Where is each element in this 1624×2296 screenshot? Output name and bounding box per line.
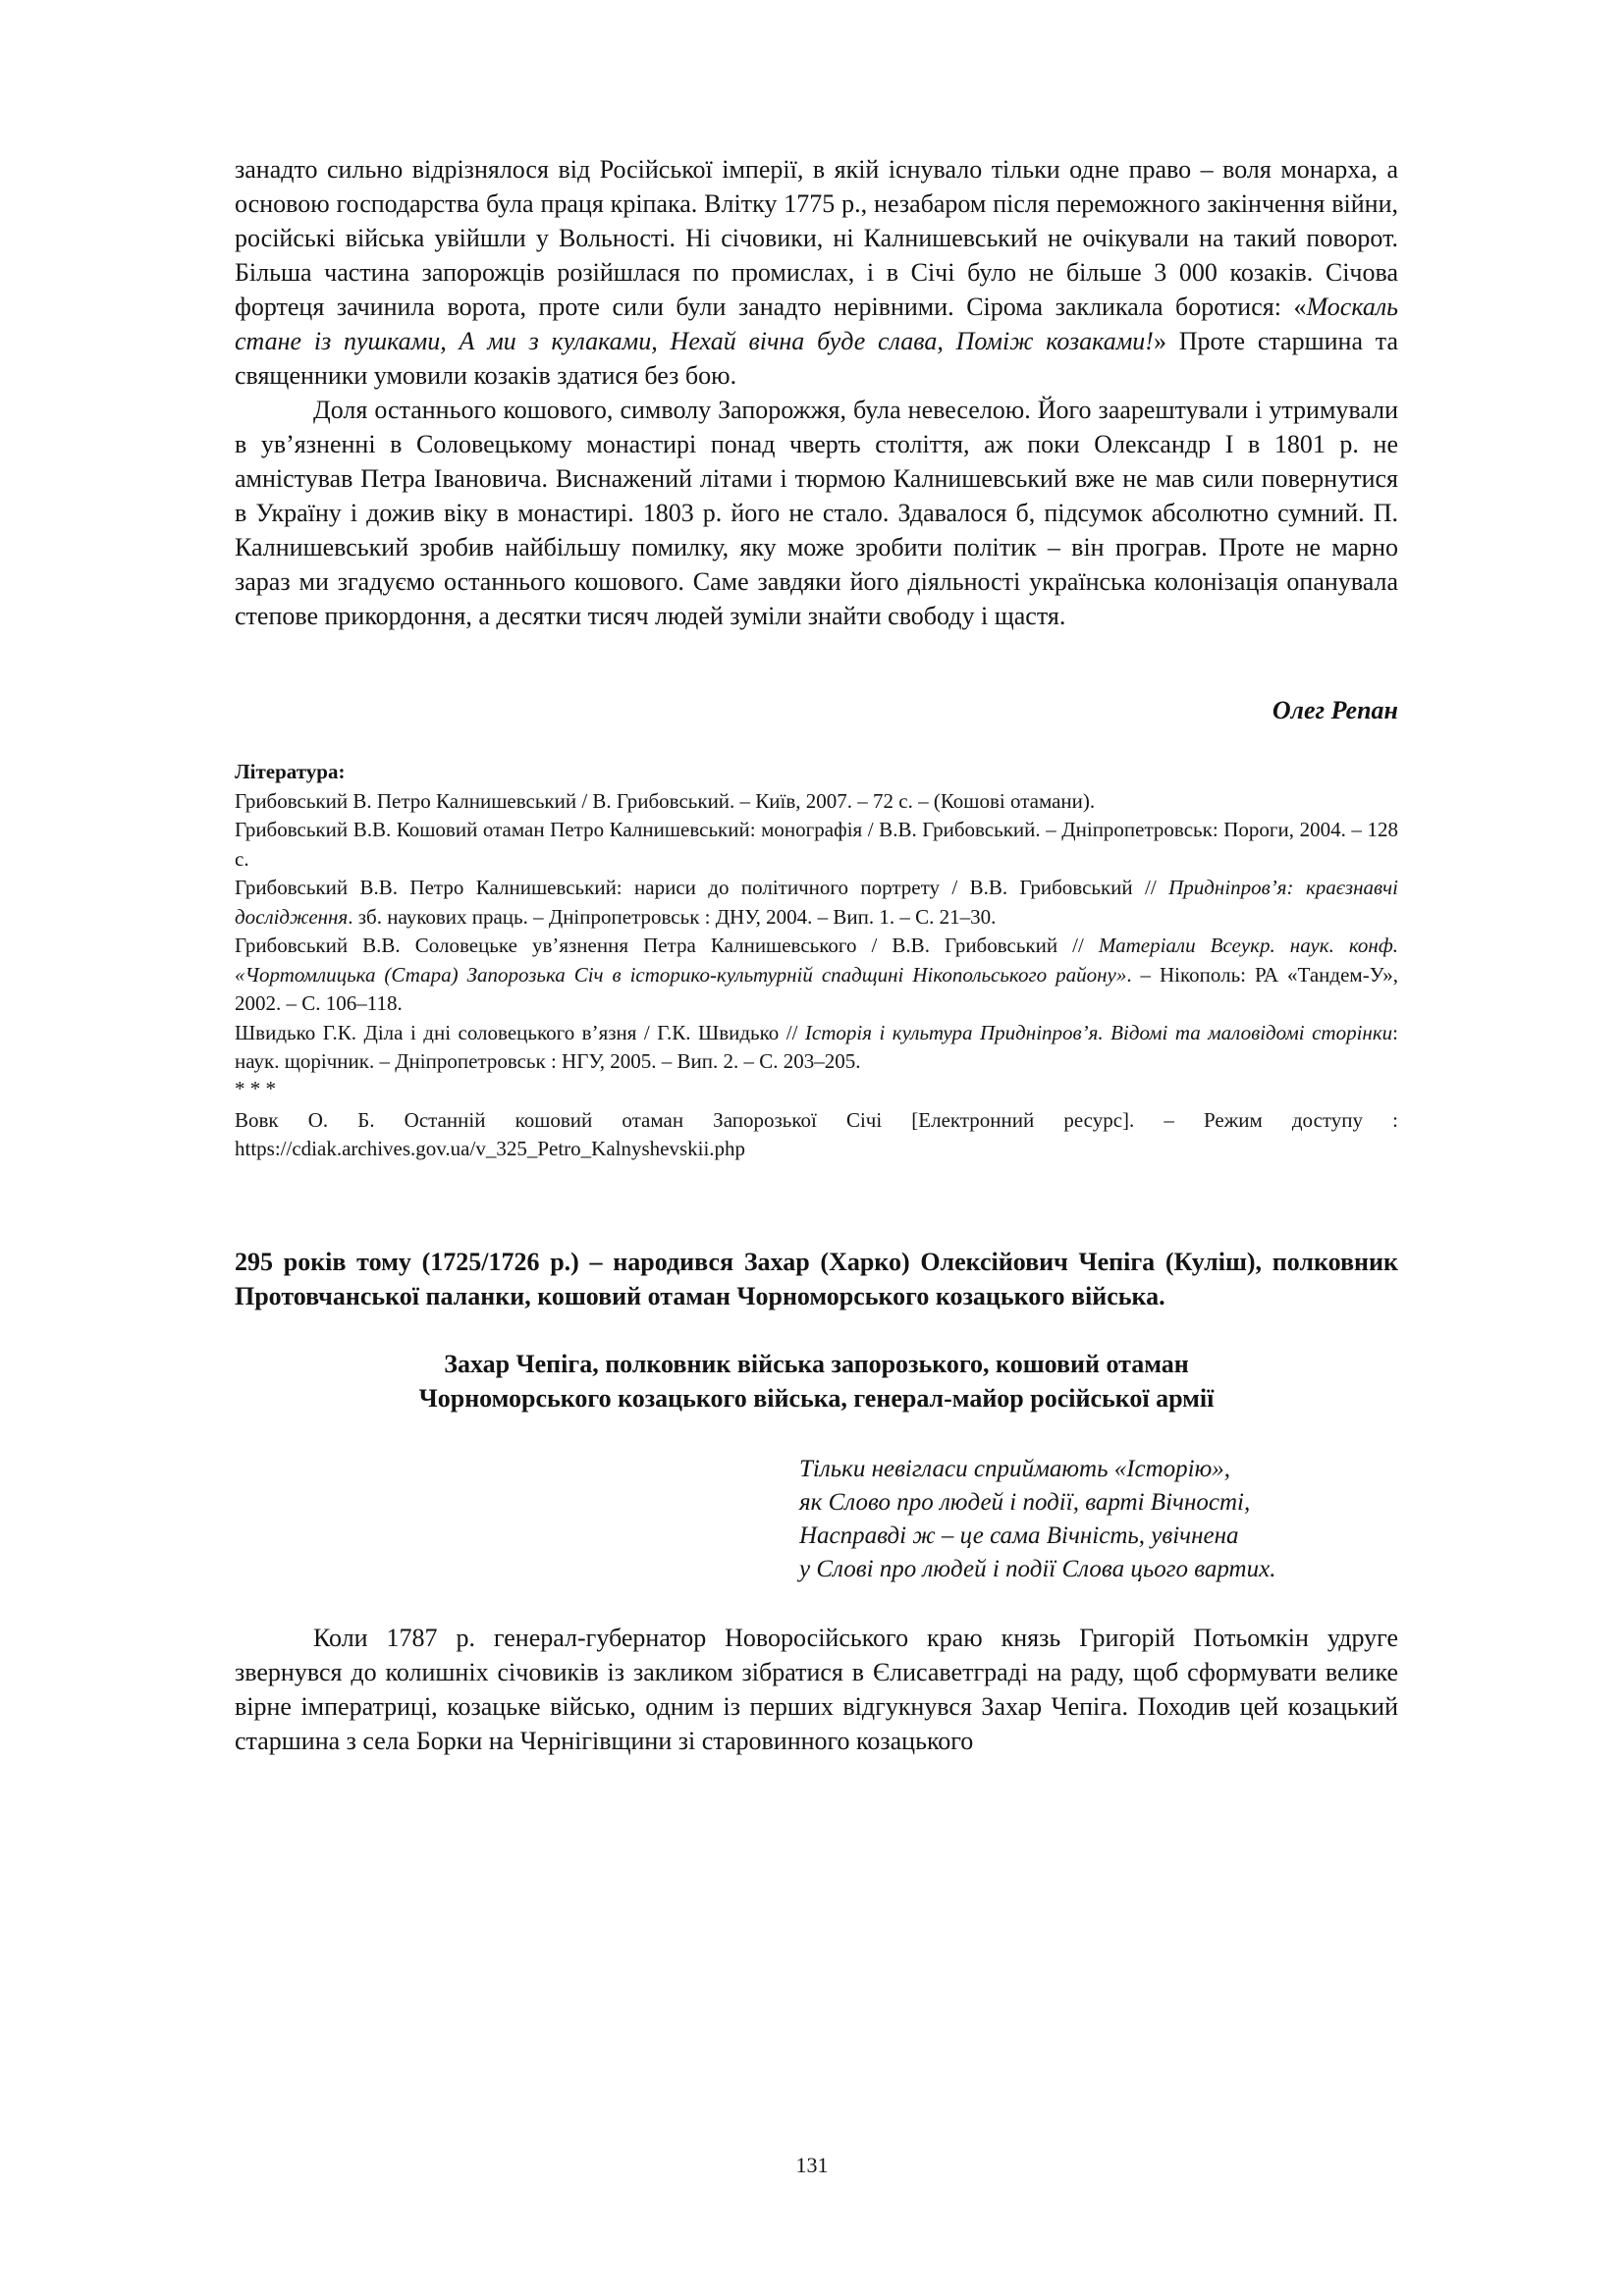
literature-item-3-italic: Придніпров’я: краєзнавчі дослідження bbox=[235, 876, 1399, 929]
literature-item-4-text: Грибовський В.В. Соловецьке ув’язнення Петра Калнишевського / В.В. Грибовський // bbox=[235, 934, 1099, 957]
literature-item bbox=[235, 816, 1398, 874]
literature-item-5-tail: : наук. щорічник. – Дніпропетровськ : НГУ, 2005. – Вип. 2. – С. 203–205. bbox=[235, 1020, 1398, 1073]
paragraph-2: Доля останнього кошового, символу Запорожжя, була невеселою. Його заарештували і утримували в ув’язненні в Соловецькому монастирі понад чверть століття, аж поки Олександр I в 1801 р. не амністував Петра Івановича. Виснажений літами і тюрмою Калнишевський вже не мав сили повернутися в Україну і дожив віку в монастирі. 1803 р. його не стало. Здавалося б, підсумок абсолютно сумний. П. Калнишевський зробив найбільшу помилку, яку може зробити політик – він програв. Проте не марно зараз ми згадуємо останнього кошового. Саме завдяки його діяльності українська колонізація опанувала степове прикордоння, а десятки тисяч людей зуміли знайти свободу і щастя. bbox=[235, 396, 1398, 630]
anniversary-heading: 295 років тому (1725/1726 р.) – народився Захар (Харко) Олексійович Чепіга (Куліш), полковник Протовчанської паланки, кошовий отаман Чорноморського козацького війська. bbox=[235, 1248, 1398, 1310]
page-number: 131 bbox=[795, 2153, 829, 2177]
literature-separator: * * * bbox=[235, 1076, 276, 1100]
epigraph-line: як Слово про людей і події, варті Вічності, bbox=[799, 1489, 1251, 1516]
paragraph-1-quote: Москаль стане із пушками, А ми з кулаками, Нехай вічна буде слава, Поміж козаками! bbox=[235, 293, 1398, 355]
article-title bbox=[235, 1347, 1398, 1415]
paragraph-1 bbox=[235, 152, 1398, 393]
literature-item-4-italic: Матеріали Всеукр. наук. конф. «Чортомлицька (Стара) Запорозька Січ в історико-культурній спадщині Нікопольського району» bbox=[235, 934, 1398, 987]
literature-item-1-text: Грибовський В. Петро Калнишевський / В. Грибовський. – Київ, 2007. – 72 с. – (Кошові отамани). bbox=[235, 788, 1096, 813]
literature-item bbox=[235, 1019, 1398, 1077]
literature-item bbox=[235, 932, 1398, 1019]
literature-item-4-tail: . – Нікополь: РА «Тандем-У», 2002. – С. 106–118. bbox=[235, 962, 1398, 1015]
literature-item-5-italic: Історія і культура Придніпров’я. Відомі та маловідомі сторінки bbox=[804, 1020, 1393, 1044]
paragraph-3: Коли 1787 р. генерал-губернатор Новоросійського краю князь Григорій Потьомкін удруге звернувся до колишніх січовиків із закликом зібратися в Єлисаветграді на раду, щоб сформувати велике вірне імператриці, козацьке військо, одним із перших відгукнувся Захар Чепіга. Походив цей козацький старшина з села Борки на Чернігівщини зі старовинного козацького bbox=[235, 1624, 1398, 1755]
paragraph-1-part-3: » Проте старшина та священники умовили козаків здатися без бою. bbox=[235, 327, 1398, 390]
literature-item-5-text: Швидько Г.К. Діла і дні соловецького в’язня / Г.К. Швидько // bbox=[235, 1020, 805, 1044]
paragraph-1-part-1: занадто сильно відрізнялося від Російської імперії, в якій існувало тільки одне право – воля монарха, а основою господарства була праця кріпака. Влітку 1775 р., незабаром після переможного закінчення війни, російські війська увійшли у Вольності. Ні січовики, ні Калнишевський не очікували на такий поворот. Більша частина запорожців розійшлася по промислах, і в Січі було не більше 3 000 козаків. Січова фортеця зачинила ворота, проте сили були занадто нерівними. Сірома закликала боротися: « bbox=[235, 155, 1398, 321]
literature-item bbox=[235, 787, 1398, 817]
body-text-top bbox=[235, 152, 1398, 633]
article-title-line-2: Чорноморського козацького війська, генерал-майор російської армії bbox=[418, 1384, 1215, 1413]
author-signature: Олег Репан bbox=[1272, 696, 1398, 724]
literature-item-3-tail: . зб. наукових праць. – Дніпропетровськ : ДНУ, 2004. – Вип. 1. – С. 21–30. bbox=[348, 904, 997, 929]
epigraph-line: Насправді ж – це сама Вічність, увічнена bbox=[799, 1522, 1239, 1549]
literature-web-item: Вовк О. Б. Останній кошовий отаман Запорозької Січі [Електронний ресурс]. – Режим доступу : https://cdiak.archives.gov.ua/v_325_Petro_Kalnyshevskii.php bbox=[235, 1107, 1398, 1160]
literature-item-2-text: Грибовський В.В. Кошовий отаман Петро Калнишевський: монографія / В.В. Грибовський. – Дніпропетровськ: Пороги, 2004. – 128 с. bbox=[235, 818, 1398, 871]
epigraph-line: Тільки невігласи сприймають «Історію», bbox=[799, 1456, 1231, 1482]
literature-item-3-text: Грибовський В.В. Петро Калнишевський: нариси до політичного портрету / В.В. Грибовський // bbox=[235, 876, 1169, 899]
literature-item bbox=[235, 874, 1398, 932]
literature-section bbox=[235, 758, 1398, 1164]
literature-title: Література: bbox=[235, 760, 346, 783]
epigraph-line: у Слові про людей і події Слова цього вартих. bbox=[799, 1556, 1276, 1582]
body-text-bottom bbox=[235, 1621, 1398, 1758]
epigraph bbox=[799, 1453, 1349, 1586]
article-title-line-1: Захар Чепіга, полковник війська запорозького, кошовий отаман bbox=[444, 1350, 1189, 1378]
